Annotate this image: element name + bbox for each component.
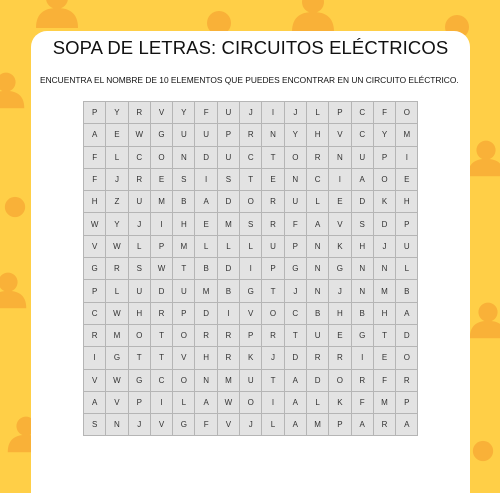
- grid-cell[interactable]: S: [240, 213, 262, 235]
- grid-cell[interactable]: I: [195, 169, 217, 191]
- grid-cell[interactable]: R: [195, 325, 217, 347]
- grid-cell[interactable]: Y: [106, 102, 128, 124]
- grid-cell[interactable]: J: [285, 280, 307, 302]
- grid-cell[interactable]: W: [129, 124, 151, 146]
- grid-cell[interactable]: W: [84, 213, 106, 235]
- grid-cell[interactable]: O: [129, 325, 151, 347]
- grid-cell[interactable]: H: [307, 124, 329, 146]
- grid-cell[interactable]: O: [240, 191, 262, 213]
- grid-cell[interactable]: I: [218, 303, 240, 325]
- grid-cell[interactable]: N: [374, 258, 396, 280]
- grid-cell[interactable]: C: [352, 124, 374, 146]
- grid-cell[interactable]: L: [106, 147, 128, 169]
- grid-cell[interactable]: K: [240, 347, 262, 369]
- grid-cell[interactable]: C: [307, 169, 329, 191]
- grid-cell[interactable]: M: [106, 325, 128, 347]
- grid-cell[interactable]: U: [218, 147, 240, 169]
- grid-cell[interactable]: P: [240, 325, 262, 347]
- grid-cell[interactable]: E: [262, 169, 284, 191]
- grid-cell[interactable]: L: [195, 236, 217, 258]
- grid-cell[interactable]: E: [151, 169, 173, 191]
- person-icon: [290, 0, 336, 32]
- grid-cell[interactable]: D: [218, 191, 240, 213]
- circle-icon: [472, 440, 494, 462]
- grid-cell[interactable]: R: [218, 347, 240, 369]
- grid-cell[interactable]: H: [129, 303, 151, 325]
- grid-cell[interactable]: F: [195, 414, 217, 436]
- grid-cell[interactable]: H: [195, 347, 217, 369]
- grid-cell[interactable]: L: [262, 414, 284, 436]
- grid-cell[interactable]: U: [173, 280, 195, 302]
- grid-cell[interactable]: E: [195, 213, 217, 235]
- grid-cell[interactable]: U: [285, 191, 307, 213]
- grid-cell[interactable]: M: [218, 370, 240, 392]
- grid-cell[interactable]: C: [352, 102, 374, 124]
- grid-cell[interactable]: A: [195, 392, 217, 414]
- grid-cell[interactable]: R: [352, 370, 374, 392]
- grid-cell[interactable]: V: [173, 347, 195, 369]
- grid-cell[interactable]: T: [240, 169, 262, 191]
- grid-cell[interactable]: G: [151, 124, 173, 146]
- grid-cell[interactable]: I: [352, 347, 374, 369]
- grid-cell[interactable]: L: [307, 102, 329, 124]
- grid-cell[interactable]: V: [240, 303, 262, 325]
- grid-cell[interactable]: C: [151, 370, 173, 392]
- grid-cell[interactable]: B: [307, 303, 329, 325]
- grid-cell[interactable]: L: [218, 236, 240, 258]
- grid-cell[interactable]: U: [240, 370, 262, 392]
- grid-cell[interactable]: T: [262, 280, 284, 302]
- grid-cell[interactable]: V: [151, 102, 173, 124]
- grid-cell[interactable]: S: [173, 169, 195, 191]
- grid-cell[interactable]: G: [106, 347, 128, 369]
- grid-cell[interactable]: I: [262, 392, 284, 414]
- grid-cell[interactable]: A: [285, 392, 307, 414]
- grid-cell[interactable]: N: [352, 280, 374, 302]
- grid-cell[interactable]: P: [374, 147, 396, 169]
- instructions-text: ENCUENTRA EL NOMBRE DE 10 ELEMENTOS QUE PUEDES ENCONTRAR EN UN CIRCUITO ELÉCTRICO.: [40, 75, 459, 85]
- grid-cell[interactable]: W: [106, 370, 128, 392]
- grid-cell[interactable]: W: [106, 303, 128, 325]
- grid-cell[interactable]: G: [129, 370, 151, 392]
- grid-cell[interactable]: B: [396, 280, 418, 302]
- grid-cell[interactable]: G: [352, 325, 374, 347]
- grid-cell[interactable]: T: [151, 325, 173, 347]
- person-icon: [0, 270, 28, 310]
- grid-cell[interactable]: P: [151, 236, 173, 258]
- grid-cell[interactable]: V: [84, 236, 106, 258]
- grid-cell[interactable]: Y: [106, 213, 128, 235]
- grid-cell[interactable]: U: [218, 102, 240, 124]
- grid-cell[interactable]: M: [151, 191, 173, 213]
- grid-cell[interactable]: O: [396, 347, 418, 369]
- grid-cell[interactable]: L: [396, 258, 418, 280]
- grid-cell[interactable]: C: [84, 303, 106, 325]
- grid-cell[interactable]: S: [218, 169, 240, 191]
- grid-cell[interactable]: I: [329, 169, 351, 191]
- grid-cell[interactable]: I: [262, 102, 284, 124]
- grid-cell[interactable]: R: [240, 124, 262, 146]
- grid-cell[interactable]: D: [195, 147, 217, 169]
- grid-cell[interactable]: U: [307, 325, 329, 347]
- grid-cell[interactable]: S: [129, 258, 151, 280]
- grid-cell[interactable]: P: [396, 392, 418, 414]
- grid-cell[interactable]: G: [84, 258, 106, 280]
- grid-cell[interactable]: O: [329, 370, 351, 392]
- grid-cell[interactable]: A: [396, 303, 418, 325]
- grid-cell[interactable]: J: [374, 236, 396, 258]
- grid-cell[interactable]: D: [374, 213, 396, 235]
- grid-cell[interactable]: N: [307, 280, 329, 302]
- grid-cell[interactable]: L: [173, 392, 195, 414]
- grid-cell[interactable]: J: [129, 213, 151, 235]
- grid-cell[interactable]: P: [129, 392, 151, 414]
- grid-cell[interactable]: R: [396, 370, 418, 392]
- grid-cell[interactable]: P: [329, 102, 351, 124]
- grid-cell[interactable]: M: [173, 236, 195, 258]
- grid-cell[interactable]: E: [106, 124, 128, 146]
- grid-cell[interactable]: B: [195, 258, 217, 280]
- grid-cell[interactable]: E: [329, 191, 351, 213]
- grid-cell[interactable]: E: [396, 169, 418, 191]
- grid-cell[interactable]: V: [151, 414, 173, 436]
- grid-cell[interactable]: D: [195, 303, 217, 325]
- grid-cell[interactable]: G: [240, 280, 262, 302]
- grid-cell[interactable]: O: [240, 392, 262, 414]
- grid-cell[interactable]: A: [195, 191, 217, 213]
- word-search-grid: [83, 101, 418, 436]
- grid-cell[interactable]: T: [374, 325, 396, 347]
- grid-cell[interactable]: P: [84, 280, 106, 302]
- grid-cell[interactable]: H: [84, 191, 106, 213]
- grid-cell[interactable]: O: [374, 169, 396, 191]
- grid-cell[interactable]: U: [129, 280, 151, 302]
- grid-cell[interactable]: P: [396, 213, 418, 235]
- grid-cell[interactable]: Y: [374, 124, 396, 146]
- grid-cell[interactable]: J: [129, 414, 151, 436]
- grid-cell[interactable]: G: [173, 414, 195, 436]
- grid-cell[interactable]: R: [307, 347, 329, 369]
- grid-cell[interactable]: J: [329, 280, 351, 302]
- grid-cell[interactable]: N: [285, 169, 307, 191]
- grid-cell[interactable]: A: [352, 169, 374, 191]
- grid-cell[interactable]: R: [151, 303, 173, 325]
- grid-cell[interactable]: W: [151, 258, 173, 280]
- grid-cell[interactable]: U: [129, 191, 151, 213]
- grid-cell[interactable]: A: [84, 392, 106, 414]
- grid-cell[interactable]: S: [84, 414, 106, 436]
- grid-cell[interactable]: U: [195, 124, 217, 146]
- grid-cell[interactable]: K: [329, 392, 351, 414]
- grid-cell[interactable]: C: [285, 303, 307, 325]
- grid-cell[interactable]: K: [329, 236, 351, 258]
- grid-cell[interactable]: F: [374, 102, 396, 124]
- grid-cell[interactable]: J: [240, 102, 262, 124]
- grid-cell[interactable]: P: [262, 258, 284, 280]
- grid-cell[interactable]: A: [285, 370, 307, 392]
- grid-cell[interactable]: J: [106, 169, 128, 191]
- grid-cell[interactable]: F: [285, 213, 307, 235]
- grid-cell[interactable]: V: [329, 124, 351, 146]
- grid-cell[interactable]: C: [240, 147, 262, 169]
- grid-cell[interactable]: A: [285, 414, 307, 436]
- grid-cell[interactable]: P: [285, 236, 307, 258]
- grid-cell[interactable]: P: [329, 414, 351, 436]
- grid-cell[interactable]: M: [374, 392, 396, 414]
- grid-cell[interactable]: L: [106, 280, 128, 302]
- grid-cell[interactable]: M: [195, 280, 217, 302]
- grid-cell[interactable]: V: [218, 414, 240, 436]
- grid-cell[interactable]: O: [262, 303, 284, 325]
- grid-cell[interactable]: T: [262, 370, 284, 392]
- grid-cell[interactable]: P: [84, 102, 106, 124]
- person-icon: [466, 138, 500, 178]
- grid-cell[interactable]: A: [352, 414, 374, 436]
- grid-cell[interactable]: L: [240, 236, 262, 258]
- grid-cell[interactable]: A: [307, 213, 329, 235]
- grid-cell[interactable]: Y: [173, 102, 195, 124]
- grid-cell[interactable]: L: [129, 236, 151, 258]
- person-icon: [468, 300, 500, 340]
- grid-cell[interactable]: E: [329, 325, 351, 347]
- grid-cell[interactable]: W: [218, 392, 240, 414]
- grid-cell[interactable]: R: [262, 213, 284, 235]
- grid-cell[interactable]: U: [396, 236, 418, 258]
- grid-cell[interactable]: H: [329, 303, 351, 325]
- grid-cell[interactable]: U: [173, 124, 195, 146]
- grid-cell[interactable]: R: [218, 325, 240, 347]
- grid-cell[interactable]: G: [285, 258, 307, 280]
- grid-cell[interactable]: D: [352, 191, 374, 213]
- grid-cell[interactable]: R: [307, 147, 329, 169]
- grid-cell[interactable]: O: [285, 147, 307, 169]
- grid-cell[interactable]: S: [352, 213, 374, 235]
- grid-cell[interactable]: D: [285, 347, 307, 369]
- grid-cell[interactable]: R: [106, 258, 128, 280]
- grid-cell[interactable]: R: [329, 347, 351, 369]
- grid-cell[interactable]: I: [240, 258, 262, 280]
- grid-cell[interactable]: R: [262, 191, 284, 213]
- circle-icon: [4, 196, 26, 218]
- grid-cell[interactable]: V: [84, 370, 106, 392]
- grid-cell[interactable]: A: [84, 124, 106, 146]
- grid-cell[interactable]: M: [374, 280, 396, 302]
- grid-cell[interactable]: A: [396, 414, 418, 436]
- grid-cell[interactable]: I: [151, 213, 173, 235]
- person-icon: [0, 70, 26, 110]
- grid-cell[interactable]: O: [396, 102, 418, 124]
- grid-cell[interactable]: N: [307, 258, 329, 280]
- grid-cell[interactable]: R: [374, 414, 396, 436]
- page-title: SOPA DE LETRAS: CIRCUITOS ELÉCTRICOS: [52, 37, 449, 58]
- grid-cell[interactable]: V: [329, 213, 351, 235]
- grid-cell[interactable]: P: [173, 303, 195, 325]
- grid-cell[interactable]: C: [129, 147, 151, 169]
- grid-cell[interactable]: V: [106, 392, 128, 414]
- grid-cell[interactable]: R: [262, 325, 284, 347]
- grid-cell[interactable]: G: [329, 258, 351, 280]
- worksheet-card: [31, 31, 470, 493]
- grid-cell[interactable]: D: [151, 280, 173, 302]
- grid-cell[interactable]: T: [151, 347, 173, 369]
- grid-cell[interactable]: T: [262, 147, 284, 169]
- grid-cell[interactable]: H: [374, 303, 396, 325]
- grid-cell[interactable]: J: [262, 347, 284, 369]
- grid-cell[interactable]: N: [307, 236, 329, 258]
- grid-cell[interactable]: H: [396, 191, 418, 213]
- grid-cell[interactable]: H: [173, 213, 195, 235]
- grid-cell[interactable]: U: [352, 147, 374, 169]
- grid-cell[interactable]: M: [396, 124, 418, 146]
- grid-cell[interactable]: D: [307, 370, 329, 392]
- grid-cell[interactable]: Z: [106, 191, 128, 213]
- grid-cell[interactable]: T: [129, 347, 151, 369]
- grid-cell[interactable]: O: [173, 370, 195, 392]
- grid-cell[interactable]: L: [307, 392, 329, 414]
- grid-cell[interactable]: F: [84, 147, 106, 169]
- grid-cell[interactable]: N: [195, 370, 217, 392]
- grid-cell[interactable]: L: [307, 191, 329, 213]
- grid-cell[interactable]: U: [262, 236, 284, 258]
- grid-cell[interactable]: R: [84, 325, 106, 347]
- grid-cell[interactable]: P: [218, 124, 240, 146]
- grid-cell[interactable]: K: [374, 191, 396, 213]
- grid-cell[interactable]: F: [84, 169, 106, 191]
- grid-cell[interactable]: N: [173, 147, 195, 169]
- grid-cell[interactable]: E: [374, 347, 396, 369]
- grid-cell[interactable]: B: [218, 280, 240, 302]
- grid-cell[interactable]: B: [173, 191, 195, 213]
- grid-cell[interactable]: F: [374, 370, 396, 392]
- grid-cell[interactable]: T: [285, 325, 307, 347]
- grid-cell[interactable]: O: [151, 147, 173, 169]
- grid-cell[interactable]: N: [106, 414, 128, 436]
- grid-cell[interactable]: Y: [285, 124, 307, 146]
- grid-cell[interactable]: N: [329, 147, 351, 169]
- grid-cell[interactable]: H: [352, 236, 374, 258]
- grid-cell[interactable]: T: [173, 258, 195, 280]
- grid-cell[interactable]: I: [396, 147, 418, 169]
- grid-cell[interactable]: M: [218, 213, 240, 235]
- grid-cell[interactable]: I: [84, 347, 106, 369]
- grid-cell[interactable]: D: [396, 325, 418, 347]
- grid-cell[interactable]: N: [352, 258, 374, 280]
- grid-cell[interactable]: D: [218, 258, 240, 280]
- grid-cell[interactable]: B: [352, 303, 374, 325]
- grid-cell[interactable]: I: [151, 392, 173, 414]
- grid-cell[interactable]: M: [307, 414, 329, 436]
- grid-cell[interactable]: F: [195, 102, 217, 124]
- grid-cell[interactable]: J: [285, 102, 307, 124]
- grid-cell[interactable]: R: [129, 102, 151, 124]
- person-icon: [34, 0, 80, 28]
- grid-cell[interactable]: J: [240, 414, 262, 436]
- grid-cell[interactable]: N: [262, 124, 284, 146]
- grid-cell[interactable]: R: [129, 169, 151, 191]
- grid-cell[interactable]: F: [352, 392, 374, 414]
- grid-cell[interactable]: W: [106, 236, 128, 258]
- grid-cell[interactable]: O: [173, 325, 195, 347]
